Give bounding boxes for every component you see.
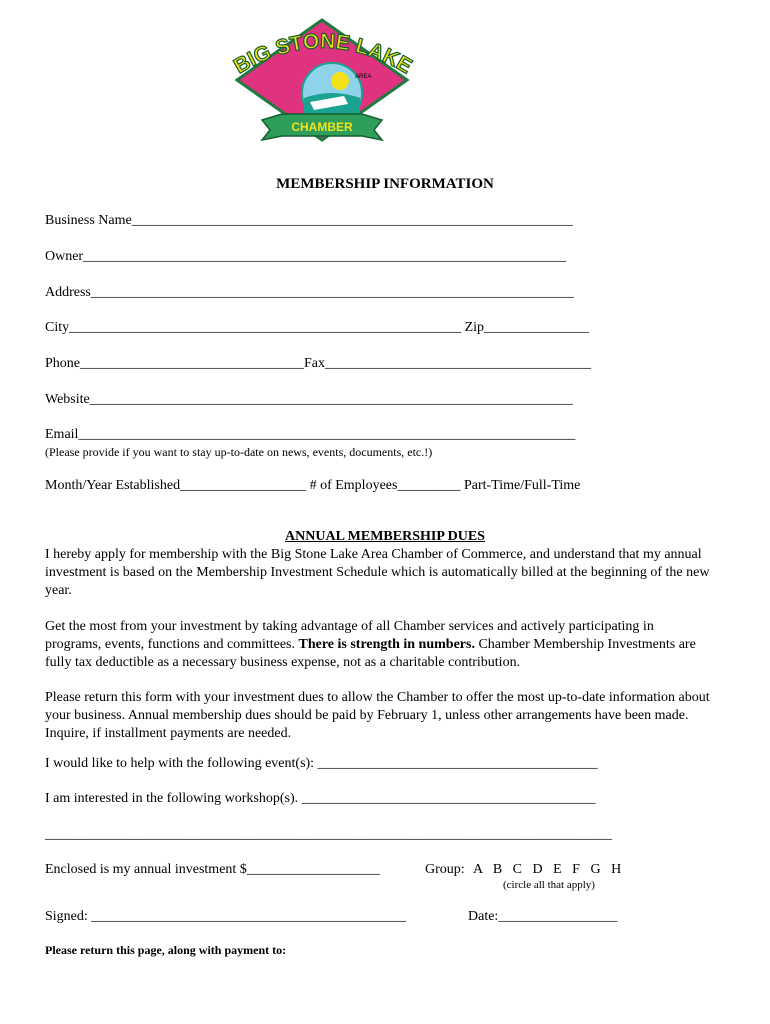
established-field[interactable]: Month/Year Established__________________ # of Employees_________ Part-Time/Full-Time <box>45 478 581 493</box>
page-title: MEMBERSHIP INFORMATION <box>276 176 494 192</box>
logo-sun <box>331 72 349 90</box>
return-instructions: Please return this page, along with payment to: <box>45 943 287 957</box>
chamber-logo <box>222 18 422 148</box>
group-note: (circle all that apply) <box>503 879 595 891</box>
date-field[interactable]: Date:_________________ <box>468 909 618 924</box>
investment-field[interactable]: Enclosed is my annual investment $___________________ <box>45 862 380 877</box>
logo-area-text: AREA <box>355 74 372 80</box>
logo-graphic <box>222 18 422 148</box>
workshops-field[interactable]: I am interested in the following workshop(s). __________________________________________ <box>45 791 596 806</box>
business-name-field[interactable]: Business Name_______________________________________________________________ <box>45 213 573 228</box>
dues-heading: ANNUAL MEMBERSHIP DUES <box>285 529 485 544</box>
owner-field[interactable]: Owner_____________________________________________________________________ <box>45 249 567 264</box>
address-field[interactable]: Address_____________________________________________________________________ <box>45 285 574 300</box>
phone-fax-field[interactable]: Phone________________________________Fax______________________________________ <box>45 356 591 371</box>
dues-paragraph-3: Please return this form with your investment dues to allow the Chamber to offer the most up-to-date information about your business. Annual membership dues should be paid by February 1, unless other arrangements have been made. Inquire, if installment payments are needed. <box>45 690 710 741</box>
group-options[interactable]: A B C D E F G H <box>473 862 622 877</box>
city-zip-field[interactable]: City________________________________________________________ Zip_______________ <box>45 320 590 335</box>
extra-blank-line[interactable]: _________________________________________________________________________________ <box>45 827 612 842</box>
website-field[interactable]: Website_____________________________________________________________________ <box>45 392 573 407</box>
group-label: Group: <box>425 862 465 877</box>
signature-field[interactable]: Signed: _____________________________________________ <box>45 909 407 924</box>
email-field[interactable]: Email_______________________________________________________________________ <box>45 427 576 442</box>
logo-ribbon-text: CHAMBER <box>291 120 353 134</box>
dues-paragraph-2 <box>45 618 705 672</box>
dues-paragraph-2a: Get the most from your investment by taking advantage of all Chamber services and actively participating in programs, events, functions and committees. <box>45 619 654 652</box>
dues-paragraph-1: I hereby apply for membership with the Big Stone Lake Area Chamber of Commerce, and understand that my annual investment is based on the Membership Investment Schedule which is automatically billed at the beginning of the new year. <box>45 547 710 598</box>
email-note: (Please provide if you want to stay up-to-date on news, events, documents, etc.!) <box>45 445 433 459</box>
events-field[interactable]: I would like to help with the following event(s): ________________________________________ <box>45 756 598 771</box>
dues-paragraph-2b: Chamber Membership Investments are fully tax deductible as a necessary business expense, not as a charitable contribution. <box>45 637 696 670</box>
strength-in-numbers: There is strength in numbers. <box>298 637 475 652</box>
logo-title: BIG STONE LAKE <box>230 29 416 79</box>
